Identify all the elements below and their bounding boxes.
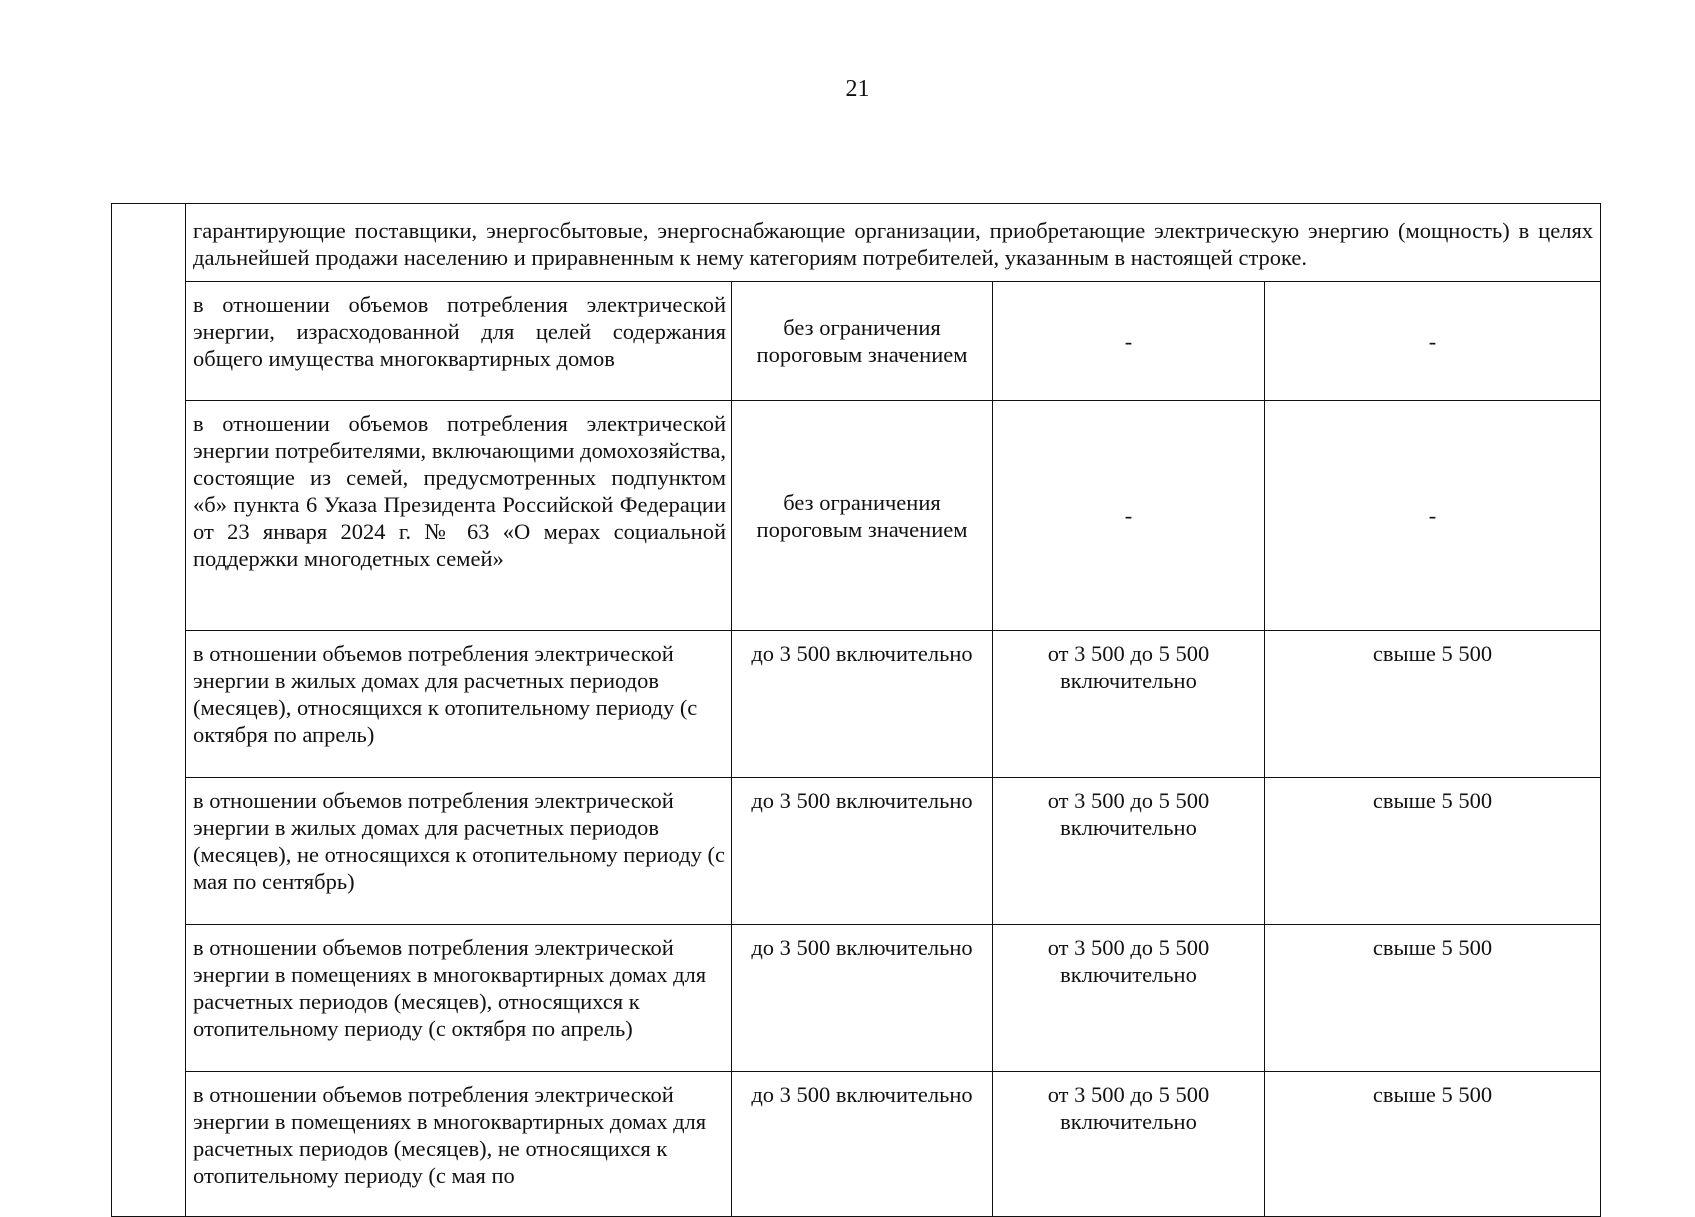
table-row [112, 925, 1601, 1072]
range-3-value: свыше 5 500 [1265, 925, 1601, 1072]
row-description: в отношении объемов потребления электрической энергии, израсходованной для целей содержания общего имущества многоквартирных домов [186, 282, 732, 401]
table-row [112, 631, 1601, 778]
row-description: в отношении объемов потребления электрической энергии в жилых домах для расчетных периодов (месяцев), относящихся к отопительному периоду (с октября по апрель) [186, 631, 732, 778]
range-2-value: - [993, 282, 1265, 401]
range-3-value: свыше 5 500 [1265, 778, 1601, 925]
row-description: в отношении объемов потребления электрической энергии потребителями, включающими домохозяйства, состоящие из семей, предусмотренных подпунктом «б» пункта 6 Указа Президента Российской Федерации от 23 января 2024 г. № 63 «О мерах социальной поддержки многодетных семей» [186, 401, 732, 631]
range-1-value: без ограничения пороговым значением [732, 282, 993, 401]
range-3-value: свыше 5 500 [1265, 631, 1601, 778]
table-row [112, 1072, 1601, 1217]
row-description: в отношении объемов потребления электрической энергии в помещениях в многоквартирных домах для расчетных периодов (месяцев), не относящихся к отопительному периоду (с мая по [186, 1072, 732, 1217]
row-description: в отношении объемов потребления электрической энергии в жилых домах для расчетных периодов (месяцев), не относящихся к отопительному периоду (с мая по сентябрь) [186, 778, 732, 925]
table-row [112, 401, 1601, 631]
row-description: в отношении объемов потребления электрической энергии в помещениях в многоквартирных домах для расчетных периодов (месяцев), относящихся к отопительному периоду (с октября по апрель) [186, 925, 732, 1072]
range-1-value: до 3 500 включительно [732, 1072, 993, 1217]
consumer-category-text: гарантирующие поставщики, энергосбытовые, энергоснабжающие организации, приобретающие электрическую энергию (мощность) в целях дальнейшей продажи населению и приравненным к нему категориям потребителей, указанным в настоящей строке. [186, 204, 1601, 282]
range-2-value: - [993, 401, 1265, 631]
range-1-value: до 3 500 включительно [732, 778, 993, 925]
range-1-value: до 3 500 включительно [732, 925, 993, 1072]
table-row [112, 778, 1601, 925]
range-3-value: - [1265, 401, 1601, 631]
range-2-value: от 3 500 до 5 500 включительно [993, 925, 1265, 1072]
page-number: 21 [845, 76, 870, 102]
range-1-value: без ограничения пороговым значением [732, 401, 993, 631]
range-2-value: от 3 500 до 5 500 включительно [993, 778, 1265, 925]
table-row-header [112, 204, 1601, 282]
row-number-cell [112, 204, 186, 1217]
tariff-table [111, 203, 1601, 1217]
range-2-value: от 3 500 до 5 500 включительно [993, 631, 1265, 778]
range-3-value: - [1265, 282, 1601, 401]
range-3-value: свыше 5 500 [1265, 1072, 1601, 1217]
range-1-value: до 3 500 включительно [732, 631, 993, 778]
range-2-value: от 3 500 до 5 500 включительно [993, 1072, 1265, 1217]
table-row [112, 282, 1601, 401]
